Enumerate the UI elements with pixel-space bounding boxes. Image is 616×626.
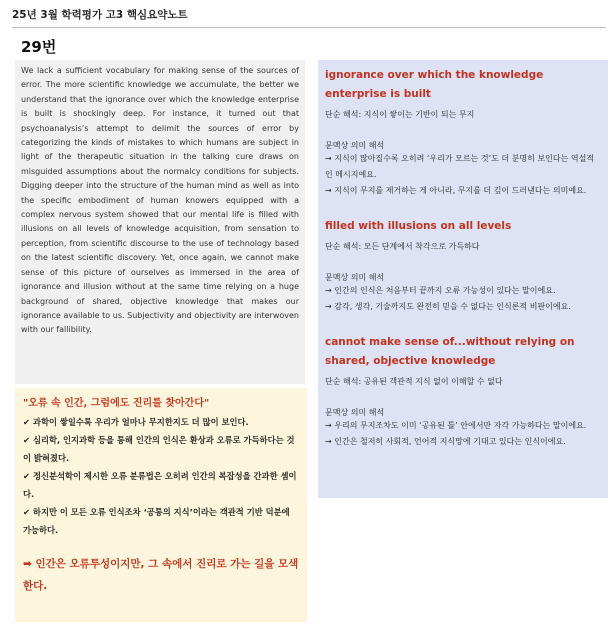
note-block xyxy=(325,66,601,199)
summary-title: "오류 속 인간, 그럼에도 진리를 찾아간다" xyxy=(23,398,210,409)
note-literal: 단순 해석: 공유된 객관적 지식 없이 이해할 수 없다 xyxy=(325,377,503,386)
summary-item xyxy=(23,431,299,467)
note-context: → 지식이 무지를 제거하는 게 아니라, 무지를 더 깊이 드러낸다는 의미예요. xyxy=(325,186,587,195)
passage-text: We lack a sufficient vocabulary for making sense of the sources of error. The more scientific knowledge we accumulate, the better we understand that the ignorance over which the knowledge enterprise is built is shockingly deep. For instance, it turned out that psychoanalysis’s attempt to delimit the sources of error by categorizing the kinds of mistakes to which humans are subject in light of the therapeutic situation in the talking cure draws on misguided assumptions about the normalcy conditions for subjects. Digging deeper into the structure of the human mind as well as into the specific embodiment of human knowers equipped with a complex nervous system showed that our mental life is filled with illusions on all levels of knowledge acquisition, from sensation to perception, from scientific discourse to the use of technology based on the latest scientific discovery. Yet, once again, we cannot make sense of this picture of ourselves as immersed in the area of ignorance and illusion without at the same time relying on a huge background of shared, objective knowledge that makes our ignorance available to us. Subjectivity and objectivity are interwoven with our fallibility. xyxy=(21,66,299,335)
note-heading: ignorance over which the knowledge enterprise is built xyxy=(325,69,544,100)
summary-item-text: 심리학, 인지과학 등을 통해 인간의 인식은 환상과 오류로 가득하다는 것이 밝혀졌다. xyxy=(23,435,295,463)
note-context: → 감각, 생각, 기술까지도 완전히 믿을 수 없다는 인식론적 비판이에요. xyxy=(325,302,571,311)
note-context: → 인간은 철저히 사회적, 언어적 지식망에 기대고 있다는 인식이에요. xyxy=(325,437,566,446)
note-literal: 단순 해석: 모든 단계에서 착각으로 가득하다 xyxy=(325,242,480,251)
note-context: → 우리의 무지조차도 이미 ‘공유된 틀’ 안에서만 자각 가능하다는 말이에요. xyxy=(325,421,587,430)
note-context-label: 문맥상 의미 해석 xyxy=(325,141,385,150)
note-context: → 인간의 인식은 처음부터 끝까지 오류 가능성이 있다는 말이에요. xyxy=(325,286,556,295)
check-icon: ✔ xyxy=(23,435,30,445)
note-literal: 단순 해석: 지식이 쌓이는 기반이 되는 무지 xyxy=(325,110,475,119)
note-heading: cannot make sense of...without relying on shared, objective knowledge xyxy=(325,336,575,367)
summary-item-text: 하지만 이 모든 오류 인식조차 ‘공통의 지식’이라는 객관적 기반 덕분에 가능하다. xyxy=(23,507,290,535)
note-block xyxy=(325,217,601,315)
summary-item-text: 과학이 쌓일수록 우리가 얼마나 무지한지도 더 많이 보인다. xyxy=(32,417,249,427)
note-block xyxy=(325,333,601,450)
summary-item xyxy=(23,413,299,431)
note-context-label: 문맥상 의미 해석 xyxy=(325,408,385,417)
document-header: 25년 3월 학력평가 고3 핵심요약노트 xyxy=(12,9,188,21)
note-context-label: 문맥상 의미 해석 xyxy=(325,273,385,282)
check-icon: ✔ xyxy=(23,507,30,517)
summary-conclusion: ➡ 인간은 오류투성이지만, 그 속에서 진리로 가는 길을 모색한다. xyxy=(23,558,299,592)
check-icon: ✔ xyxy=(23,417,30,427)
header-divider xyxy=(12,27,606,28)
summary-item xyxy=(23,503,299,539)
question-number: 29번 xyxy=(21,38,57,56)
summary-item-text: 정신분석학이 제시한 오류 분류법은 오히려 인간의 복잡성을 간과한 셈이다. xyxy=(23,471,297,499)
summary-box xyxy=(15,388,307,622)
summary-item xyxy=(23,467,299,503)
note-context: → 지식이 많아질수록 오히려 ‘우리가 모르는 것’도 더 분명히 보인다는 역설적인 메시지예요. xyxy=(325,154,595,179)
passage-box xyxy=(15,60,305,384)
vocab-notes-box xyxy=(318,60,608,498)
note-heading: filled with illusions on all levels xyxy=(325,220,512,232)
check-icon: ✔ xyxy=(23,471,30,481)
